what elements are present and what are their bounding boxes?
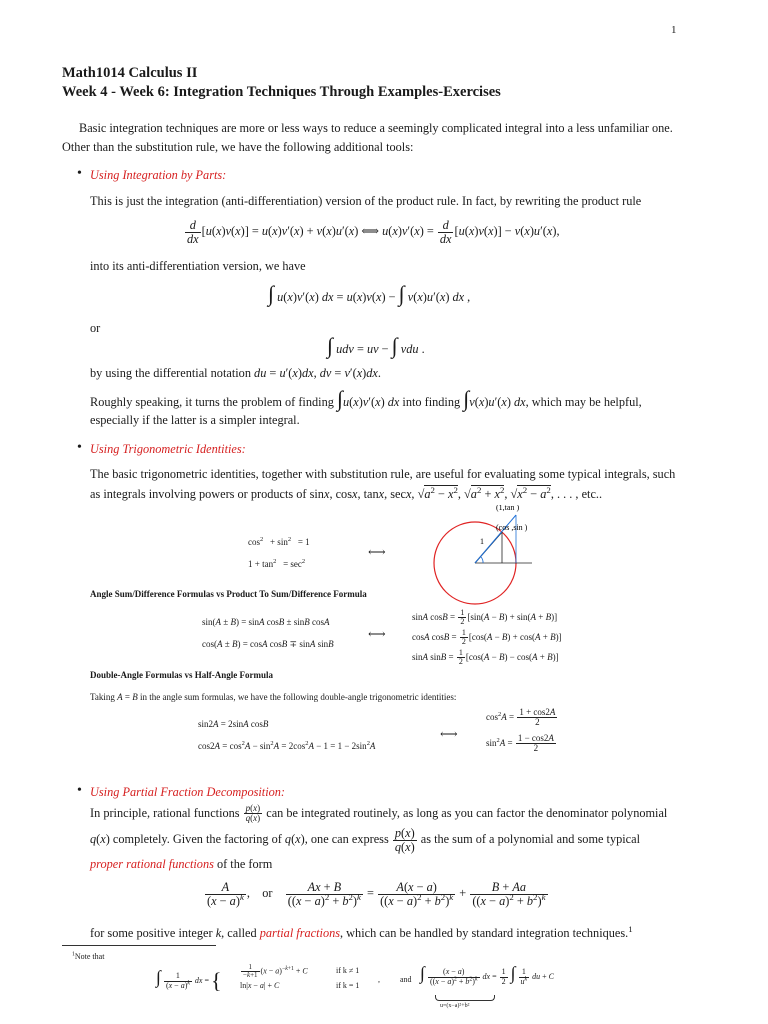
- product-sin-sin: sinA sinB = $\frac{1}{2}$ [cos(A − B) − cos(A + B)]: [412, 648, 559, 667]
- pf-line-1: In principle, rational functions $\frac{p(x)}{q(x)}$ can be integrated routinely, as long as you can factor the denominator polynomial: [90, 803, 668, 824]
- half-angle-sin: $\sin^2A$ = $\frac{1 - \cos 2A}{2}$: [486, 733, 554, 754]
- parts-or: or: [90, 321, 101, 335]
- pf-line-4b: , called: [221, 926, 257, 940]
- angle-sum-heading: Angle Sum/Difference Formulas vs Product To Sum/Difference Formula: [90, 589, 367, 599]
- page-number: 1: [671, 24, 677, 36]
- trig-line-1: The basic trigonometric identities, together with substitution rule, are useful for evaluating some typical integrals, such: [90, 467, 676, 481]
- pf-forms: $\frac{A}{(x - a)^k}$ , or $\frac{Ax + B}{((x - a)^2 + b^2)^k}$ = $\frac{A(x - a)}{((x - a)^2 + b^2)^k}$ + $\frac{B + Aa}{((x - a)^2 + b^2)^k}$: [207, 880, 546, 908]
- parts-line-2: into its anti-differentiation version, we have: [90, 259, 306, 273]
- equiv-arrow: ⟷: [368, 627, 386, 641]
- pf-line-2a: completely. Given the factoring of: [112, 832, 282, 847]
- intro-line-2: Other than the substitution rule, we have the following additional tools:: [62, 140, 414, 154]
- intro-line-1: Basic integration techniques are more or less ways to reduce a seemingly complicated integral into a less unfamiliar one.: [79, 121, 673, 135]
- angle-arc: [481, 557, 483, 563]
- equiv-arrow: ⟷: [440, 727, 458, 741]
- pythag-identity-1: $\cos^2 + \sin^2 = 1$: [248, 536, 310, 547]
- equiv-arrow: ⟷: [368, 545, 386, 559]
- unit-circle-diagram: [420, 505, 560, 625]
- product-cos-cos: cosA cosB = $\frac{1}{2}$ [cos(A − B) + cos(A + B)]: [412, 628, 562, 647]
- trig-line-2a: as integrals involving powers or products of: [90, 487, 307, 501]
- footnote-comma: ,: [378, 975, 380, 984]
- footnote-cond-1: if k ≠ 1: [336, 966, 360, 975]
- footnote-case-2: ln|x − a| + C: [240, 981, 280, 990]
- parts-line-3-text: by using the differential notation: [90, 366, 251, 380]
- pf-line-4: for some positive integer k, called partial fractions, which can be handled by standard integration techniques.$^1$: [90, 923, 633, 940]
- pf-line-3b: of the form: [216, 857, 273, 871]
- pf-line-2c: as the sum of a polynomial and some typical: [420, 832, 640, 847]
- product-rule-formula: $\frac{d}{dx}$ [u(x)v(x)] = u(x)v′(x) + v(x)u′(x) ⟺ u(x)v′(x) = $\frac{d}{dx}$ [u(x)v(x)] − v(x)u′(x),: [187, 218, 560, 246]
- footnote-formula-2: ∫ $\frac{(x - a)}{((x - a)^2 + b^2)^k}$ dx = $\frac{1}{2}$ ∫ $\frac{1}{u^k}$ du + C: [420, 963, 554, 986]
- footnote-label-text: Note that: [74, 952, 105, 961]
- footnote-rule: [62, 945, 216, 946]
- footnote-formula-1: ∫ $\frac{1}{(x - a)^k}$ dx = {: [156, 967, 222, 993]
- parts-line-1: This is just the integration (anti-differentiation) version of the product rule. In fact, by rewriting the product rule: [90, 194, 642, 208]
- parts-line-3: by using the differential notation du = u′(x)dx, dv = v′(x)dx.: [90, 366, 381, 380]
- half-angle-cos: $\cos^2A$ = $\frac{1 + \cos 2A}{2}$: [486, 707, 556, 728]
- bullet: •: [77, 440, 82, 455]
- double-angle-intro: Taking A = B in the angle sum formulas, we have the following double-angle trigonometric identities:: [90, 692, 457, 702]
- pf-line-2: q(x) completely. Given the factoring of q(x), one can express $\frac{p(x)}{q(x)}$ as the sum of a polynomial and some typical: [90, 826, 640, 854]
- double-angle-heading: Double-Angle Formulas vs Half-Angle Formula: [90, 670, 273, 680]
- parts-short-formula: ∫ udv = uv − ∫ vdu .: [327, 333, 425, 358]
- parts-line-4: Roughly speaking, it turns the problem of finding ∫u(x)v′(x) dx into finding ∫v(x)u′(x) dx, which may be helpful,: [90, 386, 642, 411]
- course-title: Math1014 Calculus II: [62, 65, 198, 81]
- parts-line-4b: into finding: [402, 395, 461, 409]
- pf-line-1a: In principle, rational functions: [90, 805, 240, 820]
- partial-fractions-term: partial fractions: [259, 926, 341, 940]
- footnote-underbrace: [435, 995, 495, 1001]
- trig-heading: Using Trigonometric Identities:: [90, 442, 246, 456]
- bullet: •: [77, 166, 82, 181]
- point-tan-label: (1,tan ): [496, 505, 520, 512]
- footnote-sub: u=(x−a)²+b²: [440, 1003, 470, 1009]
- double-angle-cos: $\cos 2A = \cos^2A - \sin^2A = 2\cos^2A - 1 = 1 - 2\sin^2A$: [198, 740, 376, 751]
- page-title: Week 4 - Week 6: Integration Techniques Through Examples-Exercises: [62, 84, 501, 100]
- taking-label: Taking: [90, 692, 115, 702]
- sum-formula-cos: cos(A ± B) = cosA cosB ∓ sinA sinB: [202, 639, 334, 649]
- footnote-and: and: [400, 975, 412, 984]
- double-angle-sin: sin2A = 2sinA cosB: [198, 719, 269, 729]
- radius-label: 1: [480, 537, 484, 546]
- pf-line-3: [90, 857, 272, 872]
- footnote-label: $^1$Note that: [72, 951, 105, 961]
- parts-line-4c: , which may be helpful,: [525, 395, 642, 409]
- bullet: •: [77, 783, 82, 798]
- trig-line-2b: , . . . , etc..: [550, 487, 603, 501]
- point-cs-label: (cos ,sin ): [496, 523, 528, 532]
- taking-tail: in the angle sum formulas, we have the following double-angle trigonometric identities:: [139, 692, 457, 702]
- pf-heading: Using Partial Fraction Decomposition:: [90, 785, 286, 799]
- proper-rational-functions: proper rational functions: [90, 857, 214, 871]
- pythag-identity-2: $1 + \tan^2 = \sec^2$: [248, 558, 306, 569]
- pf-line-4a: for some positive integer: [90, 926, 213, 940]
- parts-line-4a: Roughly speaking, it turns the problem of finding: [90, 395, 334, 409]
- pf-line-4d: , which can be handled by standard integration techniques.: [340, 926, 629, 940]
- pf-line-2b: , one can express: [304, 832, 389, 847]
- parts-heading: Using Integration by Parts:: [90, 168, 227, 182]
- footnote-case-1: $\frac{1}{-k+1}$ $(x - a)^{-k+1} + C$: [243, 963, 308, 980]
- footnote-cond-2: if k = 1: [336, 981, 360, 990]
- trig-line-2: as integrals involving powers or products of sinx, cosx, tanx, secx, $√a^2 - x^2$, $√a^2 + x^2$, $√x^2 - a^2$, . . . , etc..: [90, 484, 603, 501]
- parts-line-5: especially if the latter is a simpler integral.: [90, 413, 300, 427]
- pf-or: or: [262, 886, 273, 901]
- pf-line-1b: can be integrated routinely, as long as you can factor the denominator polynomial: [266, 805, 668, 820]
- product-sin-cos: sinA cosB = $\frac{1}{2}$ [sin(A − B) + sin(A + B)]: [412, 608, 558, 627]
- sum-formula-sin: sin(A ± B) = sinA cosB ± sinB cosA: [202, 617, 330, 627]
- parts-formula: ∫ u(x)v′(x) dx = u(x)v(x) − ∫ v(x)u′(x) dx ,: [268, 281, 471, 306]
